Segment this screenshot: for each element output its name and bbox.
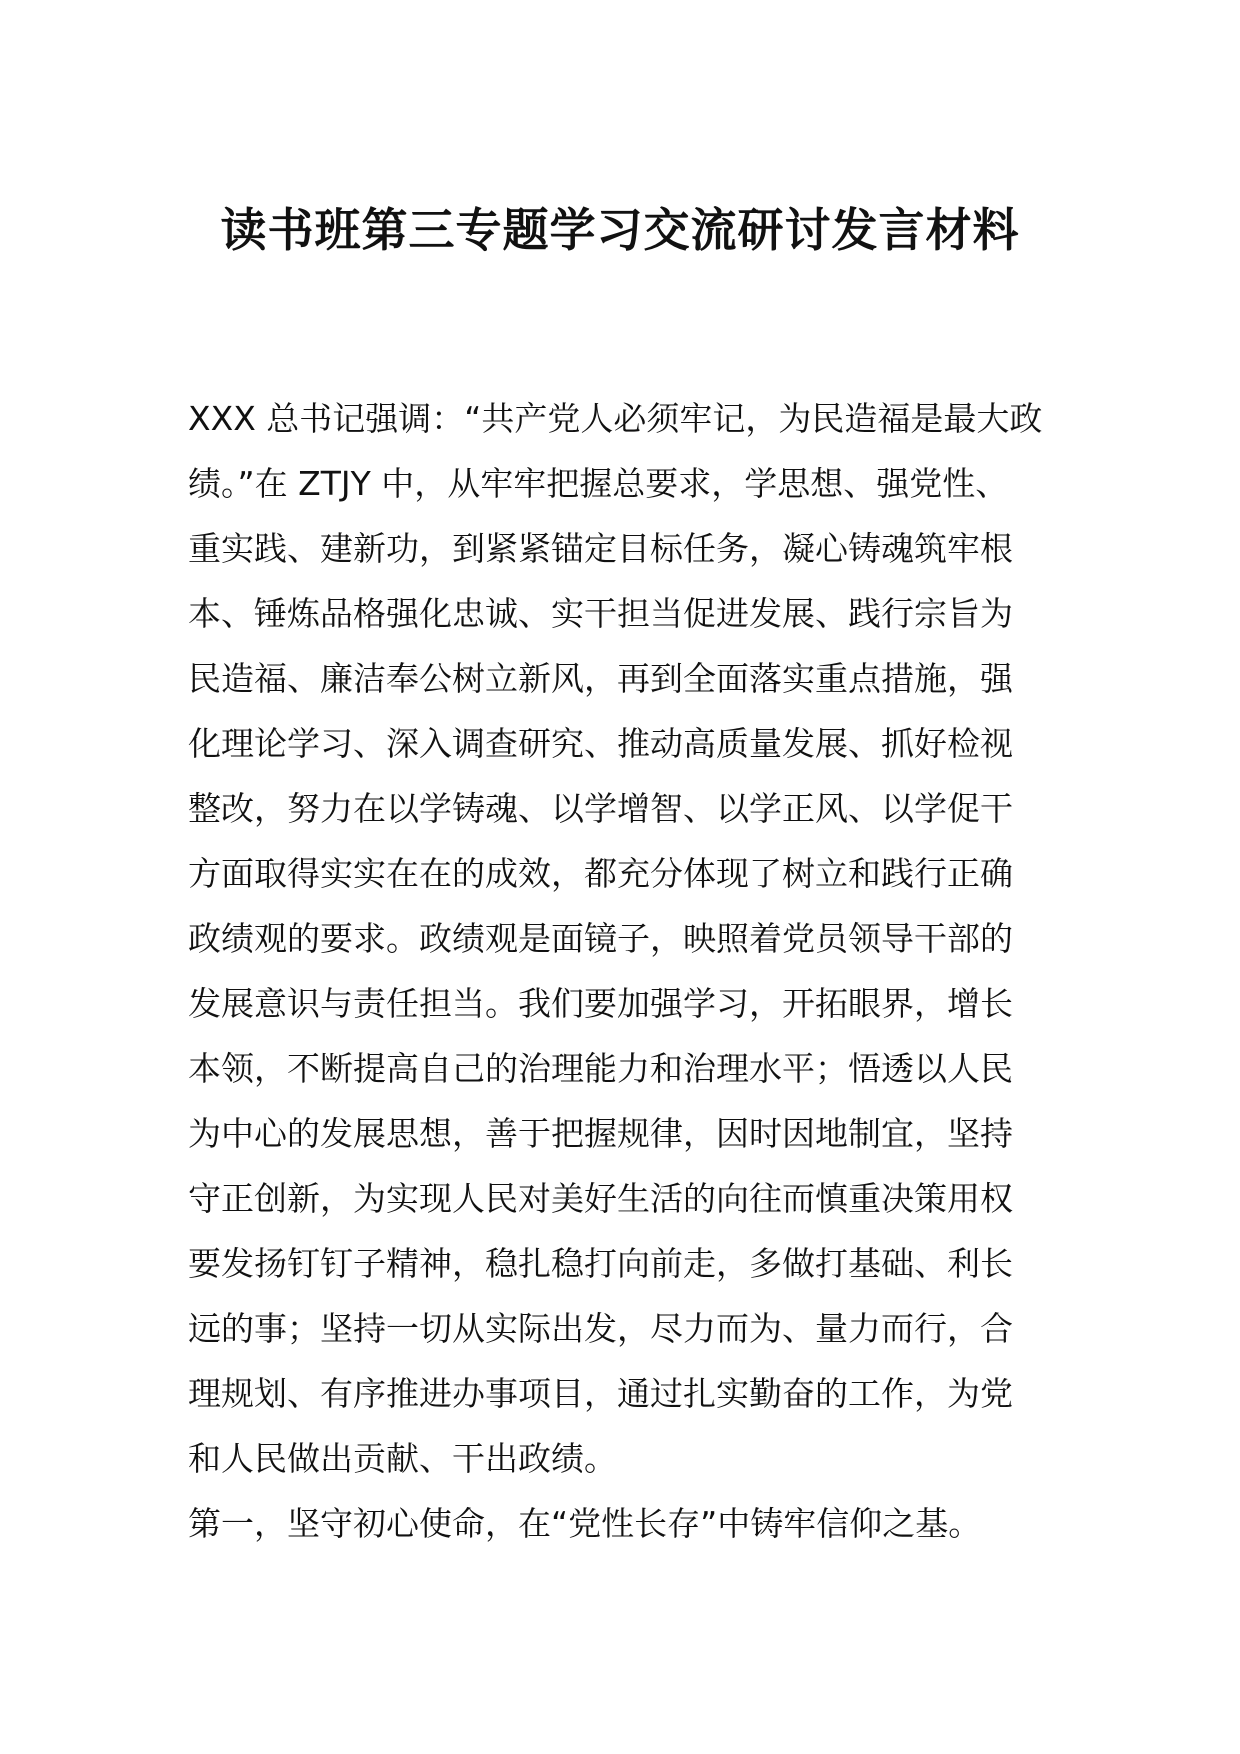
text-line: 重实践、建新功，到紧紧锚定目标任务，凝心铸魂筑牢根 bbox=[188, 529, 1013, 568]
text-line: 要发扬钉钉子精神，稳扎稳打向前走，多做打基础、利长 bbox=[188, 1244, 1013, 1283]
text-line: 理规划、有序推进办事项目，通过扎实勤奋的工作，为党 bbox=[188, 1374, 1013, 1413]
text-line: XXX 总书记强调：“共产党人必须牢记，为民造福是最大政 bbox=[188, 399, 1043, 438]
document-body bbox=[188, 386, 1058, 1556]
text-line: 远的事；坚持一切从实际出发，尽力而为、量力而行，合 bbox=[188, 1309, 1013, 1348]
text-line: 民造福、廉洁奉公树立新风，再到全面落实重点措施，强 bbox=[188, 659, 1013, 698]
text-line: 政绩观的要求。政绩观是面镜子，映照着党员领导干部的 bbox=[188, 919, 1013, 958]
text-line: 和人民做出贡献、干出政绩。 bbox=[188, 1439, 617, 1478]
text-line: 守正创新，为实现人民对美好生活的向往而慎重决策用权 bbox=[188, 1179, 1013, 1218]
text-line: 绩。”在 ZTJY 中，从牢牢把握总要求，学思想、强党性、 bbox=[188, 464, 1009, 503]
document-title: 读书班第三专题学习交流研讨发言材料 bbox=[220, 203, 1020, 257]
text-line: 本领，不断提高自己的治理能力和治理水平；悟透以人民 bbox=[188, 1049, 1013, 1088]
text-line: 整改，努力在以学铸魂、以学增智、以学正风、以学促干 bbox=[188, 789, 1013, 828]
section-heading: 第一，坚守初心使命，在“党性长存”中铸牢信仰之基。 bbox=[188, 1504, 982, 1543]
text-line: 化理论学习、深入调查研究、推动高质量发展、抓好检视 bbox=[188, 724, 1013, 763]
text-line: 发展意识与责任担当。我们要加强学习，开拓眼界，增长 bbox=[188, 984, 1013, 1023]
text-line: 方面取得实实在在的成效，都充分体现了树立和践行正确 bbox=[188, 854, 1013, 893]
text-line: 为中心的发展思想，善于把握规律，因时因地制宜，坚持 bbox=[188, 1114, 1013, 1153]
text-line: 本、锤炼品格强化忠诚、实干担当促进发展、践行宗旨为 bbox=[188, 594, 1013, 633]
